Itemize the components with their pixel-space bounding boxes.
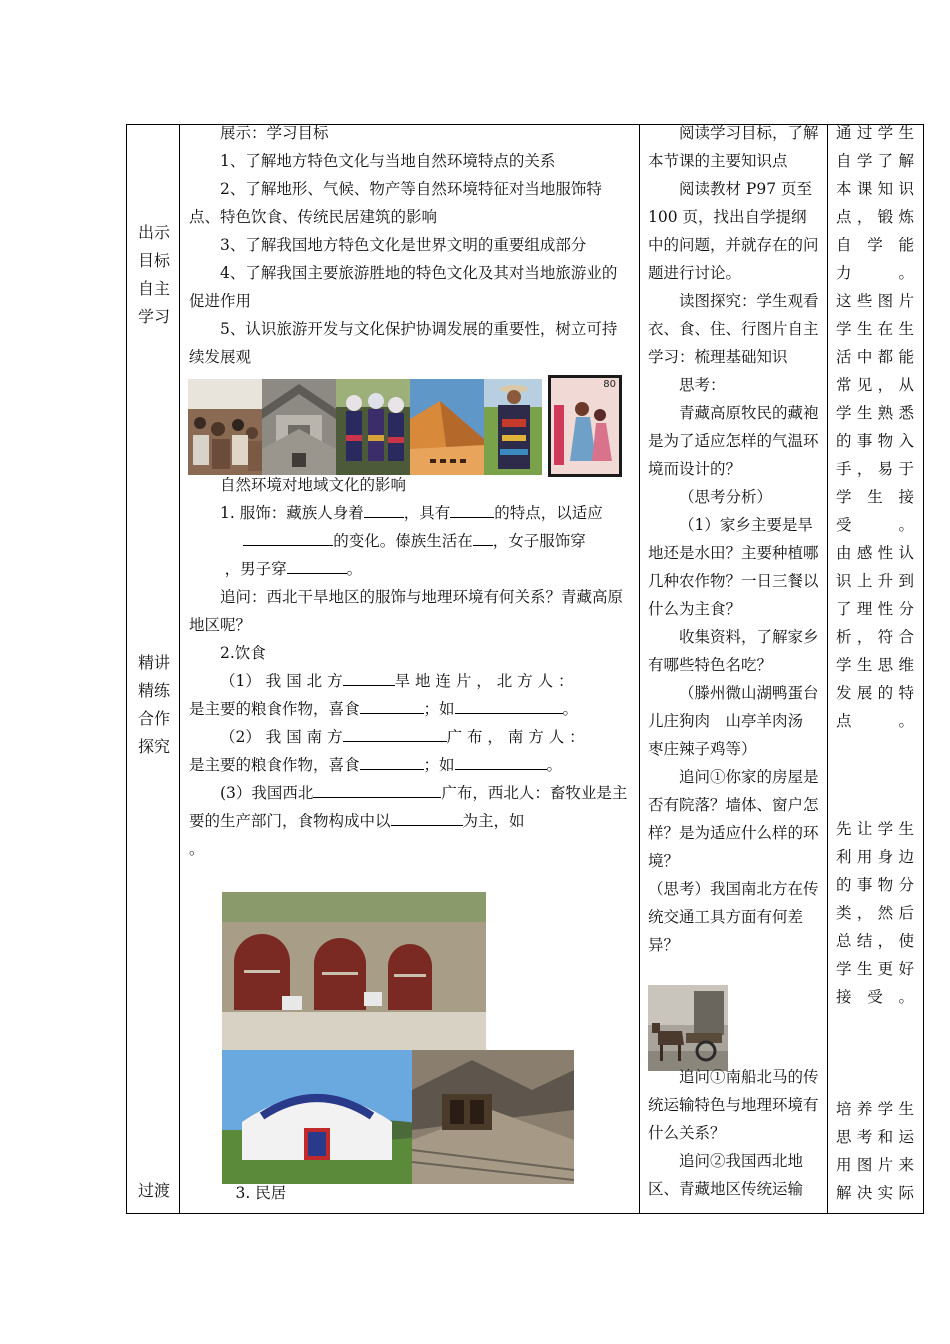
food-question-2-cont: 是主要的粮食作物，喜食 ；如 。 (189, 751, 631, 779)
activity-text: （思考）我国南北方在传统交通工具方面有何差异？ (648, 880, 819, 954)
tibetan-robe-photo (484, 379, 542, 475)
clothing-question-cont: 的变化。傣族生活在 ，女子服饰穿 (189, 527, 631, 555)
content-column (180, 125, 640, 1214)
donkey-cart-photo (648, 985, 728, 1071)
food-question-3: (3）我国西北 广布，西北人：畜牧业是主要的生产部门，食物构成中以 为主，如 (189, 779, 631, 835)
goal-item: 2、了解地形、气候、物产等自然环境特征对当地服饰特点、特色饮食、传统民居建筑的影响 (189, 180, 602, 226)
housing-heading: 3. 民居 (235, 1184, 287, 1202)
show-goal-heading: 展示：学习目标 (220, 124, 329, 142)
goal-item: 1、了解地方特色文化与当地自然环境特点的关系 (220, 152, 556, 170)
activity-column (640, 125, 828, 1214)
activity-text: 收集资料，了解家乡有哪些特色名吃？ (648, 628, 819, 674)
activity-text: 阅读学习目标，了解本节课的主要知识点 (648, 124, 819, 170)
food-question-1-cont: 是主要的粮食作物，喜食 ；如 。 (189, 695, 631, 723)
stage-label-transition: 过渡 (137, 1181, 170, 1200)
clothing-question-cont: ，男子穿 。 (189, 555, 631, 583)
activity-text: 追问②我国西北地区、青藏地区传统运输 (648, 1152, 804, 1198)
goal-item: 4、了解我国主要旅游胜地的特色文化及其对当地旅游业的促进作用 (189, 264, 618, 310)
lesson-plan-table (126, 124, 924, 1214)
stage-label-self-study: 出示 目标 自主 学习 (137, 223, 170, 326)
activity-text: 追问①你家的房屋是否有院落？墙体、窗户怎样？是为适应什么样的环境？ (648, 768, 819, 870)
activity-text: （思考分析） (679, 488, 773, 506)
stage-column (127, 125, 180, 1214)
goal-item: 5、认识旅游开发与文化保护协调发展的重要性，树立可持续发展观 (189, 320, 618, 366)
goal-item: 3、了解我国地方特色文化是世界文明的重要组成部分 (220, 236, 587, 254)
stage-label-explore: 精讲 精练 合作 探究 (137, 653, 170, 756)
yurt-photo (222, 1050, 412, 1184)
intent-text: 通过学生自学了解本课知识点，锻炼自学能力。 (836, 124, 915, 282)
food-heading: 2.饮食 (220, 644, 266, 662)
cave-dwelling-photo (222, 892, 486, 1050)
intent-text: 培养学生思考和运用图片来解决实际 (836, 1100, 915, 1202)
stamp-value: 80 (603, 379, 616, 390)
activity-text: （滕州微山湖鸭蛋台儿庄狗肉 山亭羊肉汤 枣庄辣子鸡等） (648, 684, 819, 758)
courtyard-roof-photo (412, 1050, 574, 1184)
section-heading: 自然环境对地域文化的影响 (220, 476, 407, 494)
activity-text: 青藏高原牧民的藏袍是为了适应怎样的气温环境而设计的？ (648, 404, 819, 478)
intent-column (828, 125, 924, 1214)
activity-text: 阅读教材 P97 页至100 页，找出自学提纲中的问题，并就存在的问题进行讨论。 (648, 180, 819, 282)
ethnic-costume-photo (336, 379, 410, 475)
followup-question: 追问：西北干旱地区的服饰与地理环境有何关系？青藏高原地区呢？ (189, 588, 624, 634)
market-photo (188, 379, 262, 475)
food-question-1: （1） 我 国 北 方 旱 地 连 片 ， 北 方 人 ： (189, 667, 631, 695)
intent-text: 先让学生利用身边的事物分类，然后总结，使学生更好接受。 (836, 820, 915, 1006)
activity-text: 读图探究：学生观看衣、食、住、行图片自主学习：梳理基础知识 (648, 292, 819, 366)
food-question-2: （2） 我 国 南 方 广 布 ， 南 方 人 ： (189, 723, 631, 751)
activity-text: 思考： (679, 376, 726, 394)
dai-stamp-photo (548, 375, 622, 477)
food-question-3-end: 。 (189, 840, 205, 858)
intent-text: 这些图片学生在生活中都能常见，从学生熟悉的事物入手，易于学生接受。 (836, 292, 915, 534)
activity-text: （1）家乡主要是旱地还是水田？主要种植哪几种农作物？一日三餐以什么为主食？ (648, 516, 819, 618)
clothing-question: 1. 服饰：藏族人身着 ，具有 的特点，以适应 (189, 499, 631, 527)
activity-text: 追问①南船北马的传统运输特色与地理环境有什么关系？ (648, 1068, 819, 1142)
intent-text: 由感性认识上升到了理性分析，符合学生思维发展的特点。 (836, 544, 915, 730)
desert-camel-photo (410, 379, 484, 475)
courtyard-house-photo (262, 379, 336, 475)
